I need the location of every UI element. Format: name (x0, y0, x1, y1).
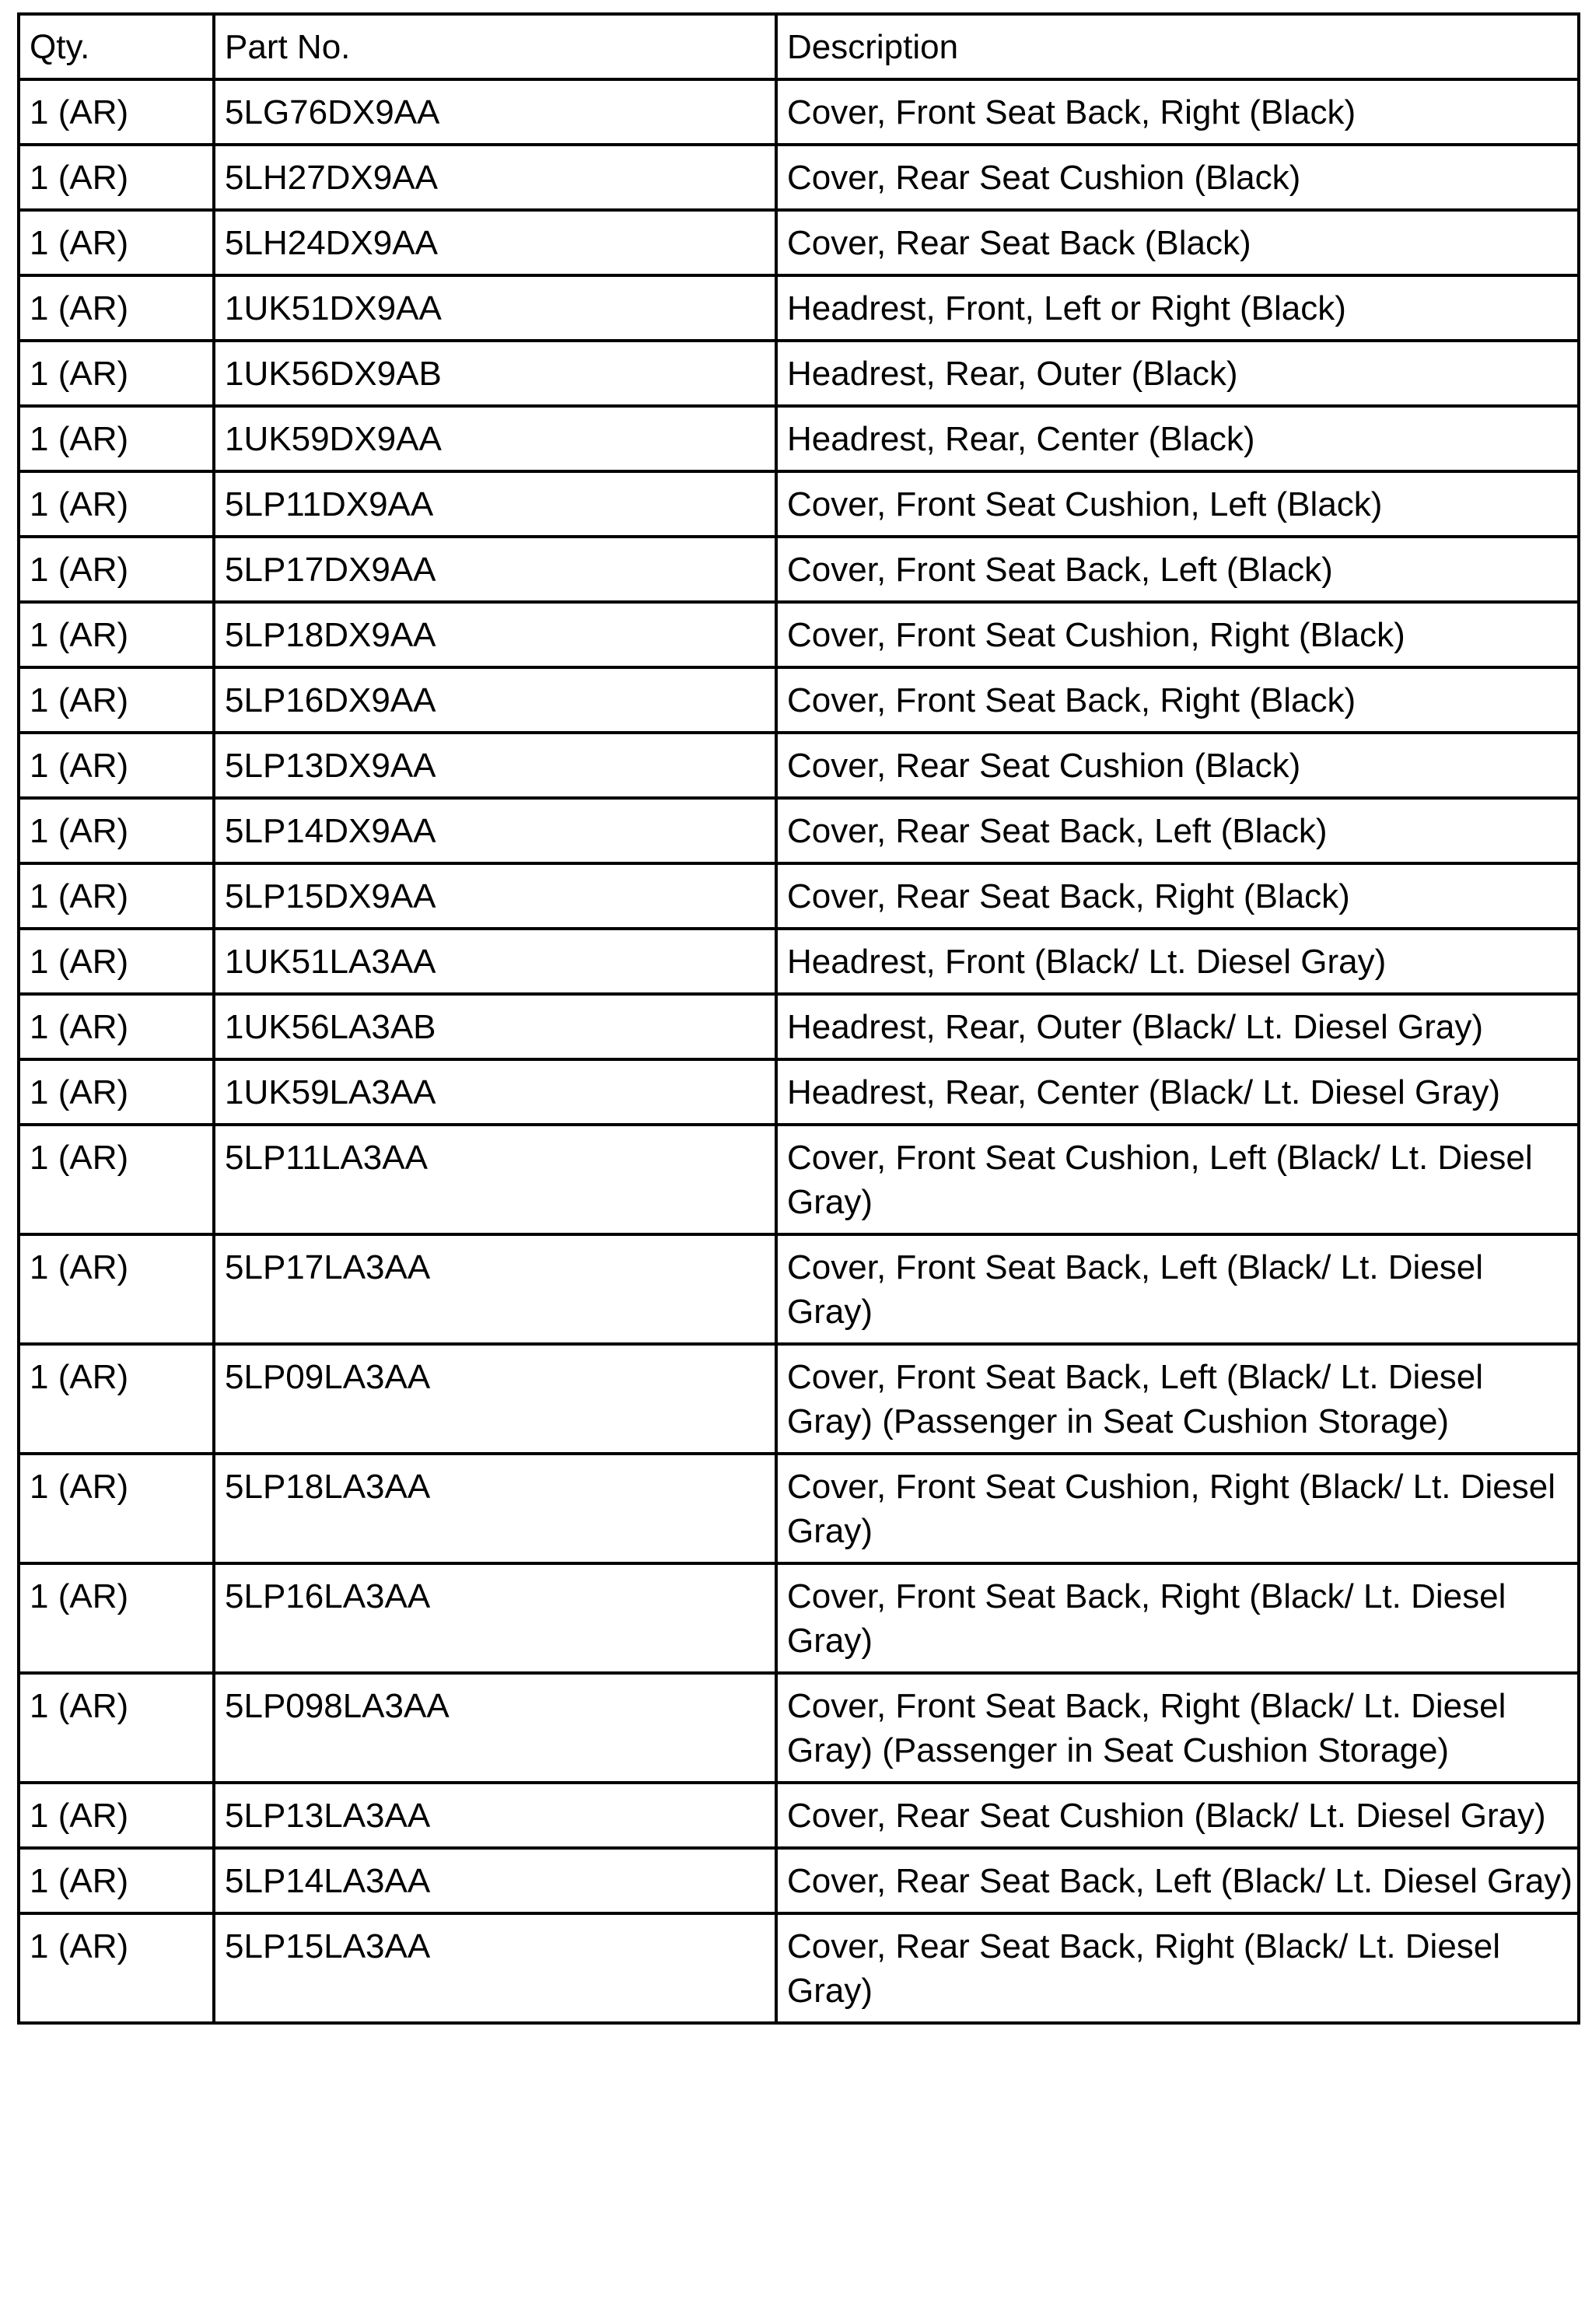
qty-cell: 1 (AR) (19, 602, 214, 667)
qty-cell: 1 (AR) (19, 471, 214, 537)
part-no-cell: 5LP17DX9AA (214, 537, 776, 602)
table-row (19, 1454, 1579, 1563)
qty-cell: 1 (AR) (19, 406, 214, 471)
qty-cell: 1 (AR) (19, 1673, 214, 1783)
table-row (19, 798, 1579, 863)
table-row (19, 1848, 1579, 1913)
table-row (19, 471, 1579, 537)
table-row (19, 145, 1579, 210)
part-no-cell: 1UK59LA3AA (214, 1059, 776, 1125)
table-row (19, 406, 1579, 471)
qty-cell: 1 (AR) (19, 1125, 214, 1234)
qty-cell: 1 (AR) (19, 1848, 214, 1913)
header-row (19, 14, 1579, 79)
part-no-cell: 5LP13DX9AA (214, 733, 776, 798)
qty-cell: 1 (AR) (19, 667, 214, 733)
table-row (19, 210, 1579, 275)
table-row (19, 1673, 1579, 1783)
qty-cell: 1 (AR) (19, 863, 214, 929)
qty-cell: 1 (AR) (19, 537, 214, 602)
qty-cell: 1 (AR) (19, 1783, 214, 1848)
part-no-cell: 5LG76DX9AA (214, 79, 776, 145)
description-cell: Headrest, Front, Left or Right (Black) (776, 275, 1579, 341)
table-row (19, 537, 1579, 602)
qty-cell: 1 (AR) (19, 1234, 214, 1344)
description-cell: Cover, Rear Seat Back, Right (Black) (776, 863, 1579, 929)
part-no-cell: 5LP16DX9AA (214, 667, 776, 733)
table-row (19, 863, 1579, 929)
qty-cell: 1 (AR) (19, 929, 214, 994)
description-cell: Cover, Front Seat Back, Right (Black) (776, 667, 1579, 733)
description-cell: Cover, Front Seat Back, Left (Black/ Lt. Diesel Gray) (Passenger in Seat Cushion Storage) (776, 1344, 1579, 1454)
description-cell: Cover, Front Seat Cushion, Left (Black) (776, 471, 1579, 537)
table-row (19, 667, 1579, 733)
table-header (19, 14, 1579, 79)
part-no-cell: 5LP13LA3AA (214, 1783, 776, 1848)
part-no-cell: 5LP11LA3AA (214, 1125, 776, 1234)
part-no-cell: 5LH27DX9AA (214, 145, 776, 210)
description-cell: Cover, Front Seat Cushion, Right (Black/ Lt. Diesel Gray) (776, 1454, 1579, 1563)
part-no-cell: 5LH24DX9AA (214, 210, 776, 275)
description-cell: Cover, Rear Seat Cushion (Black) (776, 145, 1579, 210)
qty-cell: 1 (AR) (19, 733, 214, 798)
qty-cell: 1 (AR) (19, 1344, 214, 1454)
description-cell: Headrest, Rear, Outer (Black) (776, 341, 1579, 406)
description-cell: Headrest, Rear, Center (Black) (776, 406, 1579, 471)
qty-cell: 1 (AR) (19, 210, 214, 275)
part-no-cell: 5LP11DX9AA (214, 471, 776, 537)
part-no-cell: 1UK51DX9AA (214, 275, 776, 341)
description-cell: Cover, Rear Seat Back, Left (Black/ Lt. Diesel Gray) (776, 1848, 1579, 1913)
table-row (19, 1783, 1579, 1848)
qty-cell: 1 (AR) (19, 1913, 214, 2023)
table-row (19, 994, 1579, 1059)
part-no-cell: 1UK59DX9AA (214, 406, 776, 471)
description-cell: Cover, Front Seat Cushion, Left (Black/ Lt. Diesel Gray) (776, 1125, 1579, 1234)
part-no-cell: 1UK51LA3AA (214, 929, 776, 994)
description-cell: Cover, Front Seat Back, Right (Black/ Lt. Diesel Gray) (Passenger in Seat Cushion Storage) (776, 1673, 1579, 1783)
description-cell: Headrest, Rear, Center (Black/ Lt. Diesel Gray) (776, 1059, 1579, 1125)
part-no-cell: 5LP14DX9AA (214, 798, 776, 863)
part-no-cell: 5LP09LA3AA (214, 1344, 776, 1454)
description-cell: Cover, Rear Seat Cushion (Black/ Lt. Diesel Gray) (776, 1783, 1579, 1848)
table-row (19, 79, 1579, 145)
description-cell: Cover, Rear Seat Cushion (Black) (776, 733, 1579, 798)
description-cell: Cover, Front Seat Back, Left (Black) (776, 537, 1579, 602)
qty-cell: 1 (AR) (19, 275, 214, 341)
table-row (19, 1234, 1579, 1344)
part-no-cell: 5LP18DX9AA (214, 602, 776, 667)
qty-cell: 1 (AR) (19, 79, 214, 145)
description-cell: Cover, Rear Seat Back, Left (Black) (776, 798, 1579, 863)
table-row (19, 1059, 1579, 1125)
qty-cell: 1 (AR) (19, 1563, 214, 1673)
table-row (19, 341, 1579, 406)
qty-cell: 1 (AR) (19, 798, 214, 863)
description-cell: Cover, Front Seat Back, Left (Black/ Lt. Diesel Gray) (776, 1234, 1579, 1344)
description-cell: Cover, Front Seat Back, Right (Black) (776, 79, 1579, 145)
parts-table (17, 12, 1580, 2025)
part-no-cell: 5LP18LA3AA (214, 1454, 776, 1563)
table-row (19, 1913, 1579, 2023)
table-row (19, 1563, 1579, 1673)
header-description: Description (776, 14, 1579, 79)
description-cell: Cover, Rear Seat Back (Black) (776, 210, 1579, 275)
qty-cell: 1 (AR) (19, 341, 214, 406)
part-no-cell: 5LP15LA3AA (214, 1913, 776, 2023)
table-row (19, 1344, 1579, 1454)
description-cell: Cover, Front Seat Back, Right (Black/ Lt. Diesel Gray) (776, 1563, 1579, 1673)
table-row (19, 733, 1579, 798)
qty-cell: 1 (AR) (19, 994, 214, 1059)
description-cell: Cover, Front Seat Cushion, Right (Black) (776, 602, 1579, 667)
header-part-no: Part No. (214, 14, 776, 79)
part-no-cell: 5LP098LA3AA (214, 1673, 776, 1783)
header-qty: Qty. (19, 14, 214, 79)
part-no-cell: 5LP17LA3AA (214, 1234, 776, 1344)
part-no-cell: 1UK56DX9AB (214, 341, 776, 406)
table-row (19, 602, 1579, 667)
description-cell: Headrest, Rear, Outer (Black/ Lt. Diesel Gray) (776, 994, 1579, 1059)
qty-cell: 1 (AR) (19, 1454, 214, 1563)
part-no-cell: 5LP14LA3AA (214, 1848, 776, 1913)
qty-cell: 1 (AR) (19, 1059, 214, 1125)
part-no-cell: 5LP16LA3AA (214, 1563, 776, 1673)
part-no-cell: 1UK56LA3AB (214, 994, 776, 1059)
table-row (19, 1125, 1579, 1234)
description-cell: Cover, Rear Seat Back, Right (Black/ Lt. Diesel Gray) (776, 1913, 1579, 2023)
part-no-cell: 5LP15DX9AA (214, 863, 776, 929)
table-row (19, 929, 1579, 994)
table-body (19, 79, 1579, 2023)
description-cell: Headrest, Front (Black/ Lt. Diesel Gray) (776, 929, 1579, 994)
qty-cell: 1 (AR) (19, 145, 214, 210)
table-row (19, 275, 1579, 341)
